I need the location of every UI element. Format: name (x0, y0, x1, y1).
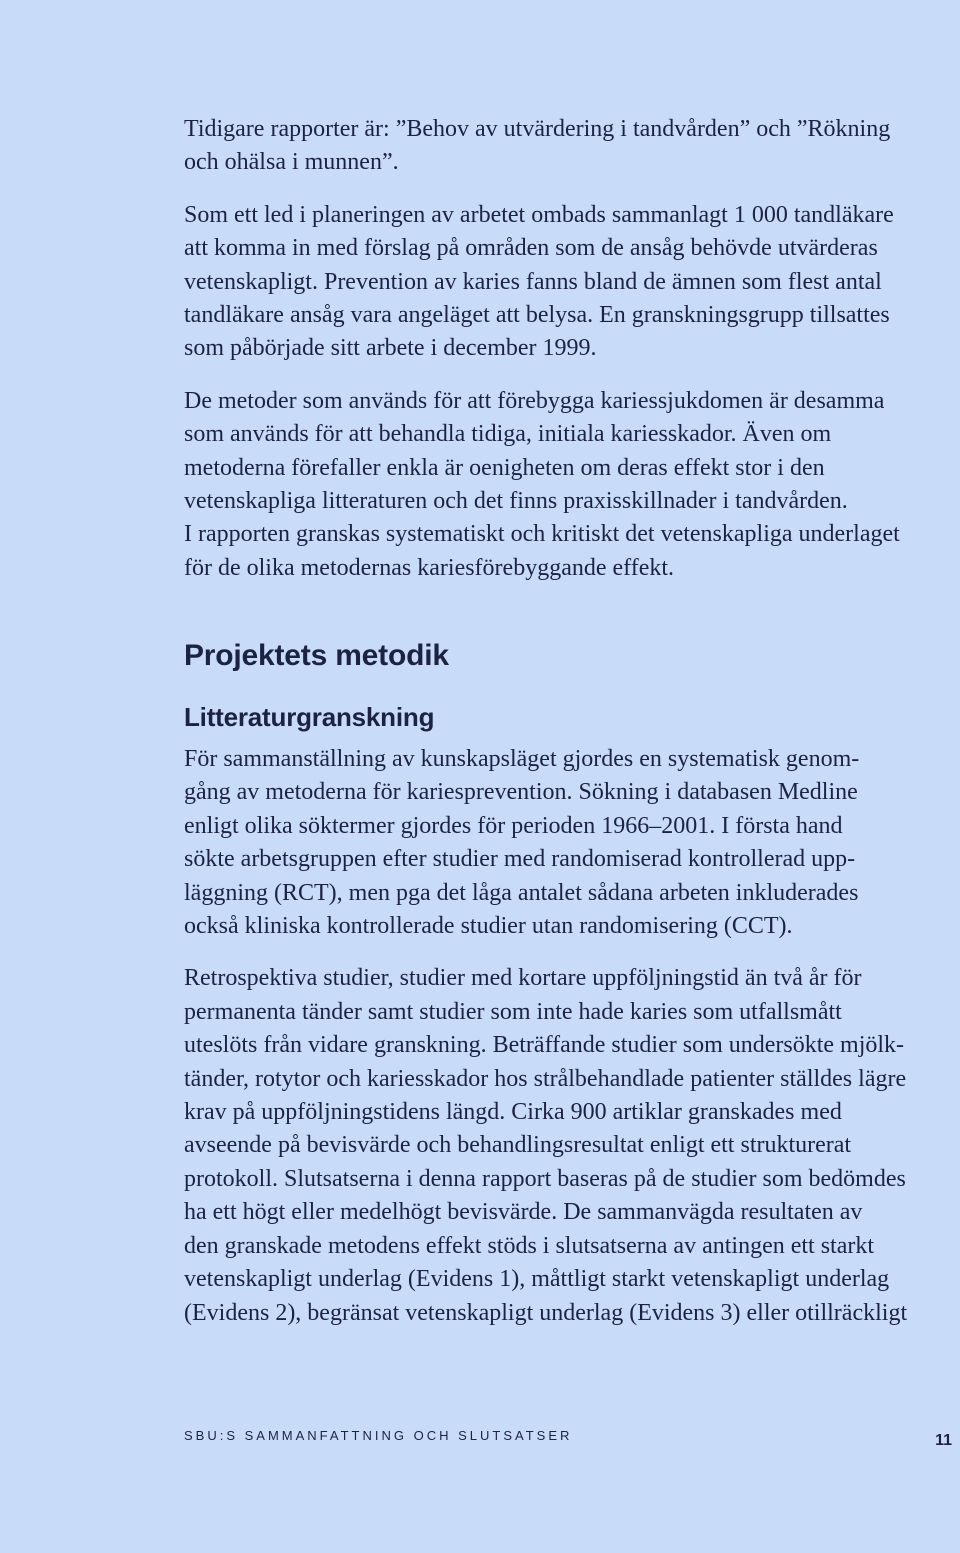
text-line: permanenta tänder samt studier som inte hade karies som utfallsmått (184, 998, 842, 1025)
running-footer: SBU:S SAMMANFATTNING OCH SLUTSATSER (184, 1428, 573, 1443)
intro-section (184, 113, 956, 585)
paragraph-previous-reports (184, 113, 956, 180)
text-line: den granskade metodens effekt stöds i slutsatserna av antingen ett starkt (184, 1232, 875, 1259)
text-line: vetenskapliga litteraturen och det finns praxisskillnader i tandvården. (184, 488, 848, 515)
text-line: också kliniska kontrollerade studier utan randomisering (CCT). (184, 913, 793, 940)
text-line: enligt olika söktermer gjordes för perioden 1966–2001. I första hand (184, 812, 843, 839)
text-line: och ohälsa i munnen”. (184, 149, 399, 176)
text-line: som används för att behandla tidiga, initiala kariesskador. Även om (184, 421, 832, 448)
text-line: vetenskapligt. Prevention av karies fanns bland de ämnen som flest antal (184, 268, 882, 295)
text-line: Retrospektiva studier, studier med kortare uppföljningstid än två år för (184, 965, 862, 992)
paragraph-exclusions (184, 962, 956, 1329)
text-line: ha ett högt eller medelhögt bevisvärde. De sammanvägda resultaten av (184, 1199, 863, 1226)
text-line: tänder, rotytor och kariesskador hos strålbehandlade patienter ställdes lägre (184, 1065, 907, 1092)
literature-review-section (184, 743, 956, 1330)
text-line: Tidigare rapporter är: ”Behov av utvärdering i tandvården” och ”Rökning (184, 116, 891, 142)
text-line: krav på uppföljningstidens längd. Cirka 900 artiklar granskades med (184, 1099, 842, 1126)
text-line: läggning (RCT), men pga det låga antalet sådana arbeten inkluderades (184, 879, 859, 906)
text-line: (Evidens 2), begränsat vetenskapligt underlag (Evidens 3) eller otillräckligt (184, 1299, 908, 1326)
text-line: för de olika metodernas kariesförebyggande effekt. (184, 554, 675, 581)
paragraph-methods (184, 385, 956, 585)
text-line: avseende på bevisvärde och behandlingsresultat enligt ett strukturerat (184, 1132, 852, 1159)
text-line: som påbörjade sitt arbete i december 1999. (184, 335, 597, 362)
text-line: sökte arbetsgruppen efter studier med randomiserad kontrollerad upp- (184, 846, 856, 873)
text-line: att komma in med förslag på områden som de ansåg behövde utvärderas (184, 235, 878, 262)
text-line: För sammanställning av kunskapsläget gjordes en systematisk genom- (184, 746, 860, 772)
text-line: protokoll. Slutsatserna i denna rapport baseras på de studier som bedömdes (184, 1165, 906, 1192)
text-line: vetenskapligt underlag (Evidens 1), måttligt starkt vetenskapligt underlag (184, 1266, 890, 1293)
paragraph-compilation (184, 743, 956, 943)
text-line: gång av metoderna för kariesprevention. Sökning i databasen Medline (184, 779, 858, 806)
page-content (184, 113, 956, 1326)
page-number: 11 (935, 1432, 952, 1449)
text-line: I rapporten granskas systematiskt och kritiskt det vetenskapliga underlaget (184, 521, 900, 548)
text-line: tandläkare ansåg vara angeläget att belysa. En granskningsgrupp tillsattes (184, 302, 890, 329)
text-line: De metoder som används för att förebygga kariessjukdomen är desamma (184, 387, 885, 414)
paragraph-planning (184, 199, 956, 366)
text-line: uteslöts från vidare granskning. Beträffande studier som undersökte mjölk- (184, 1032, 905, 1059)
text-line: Som ett led i planeringen av arbetet ombads sammanlagt 1 000 tandläkare (184, 201, 894, 228)
section-heading: Projektets metodik (184, 639, 449, 672)
section-subheading: Litteraturgranskning (184, 702, 435, 732)
text-line: metoderna förefaller enkla är oenigheten om deras effekt stor i den (184, 454, 825, 481)
